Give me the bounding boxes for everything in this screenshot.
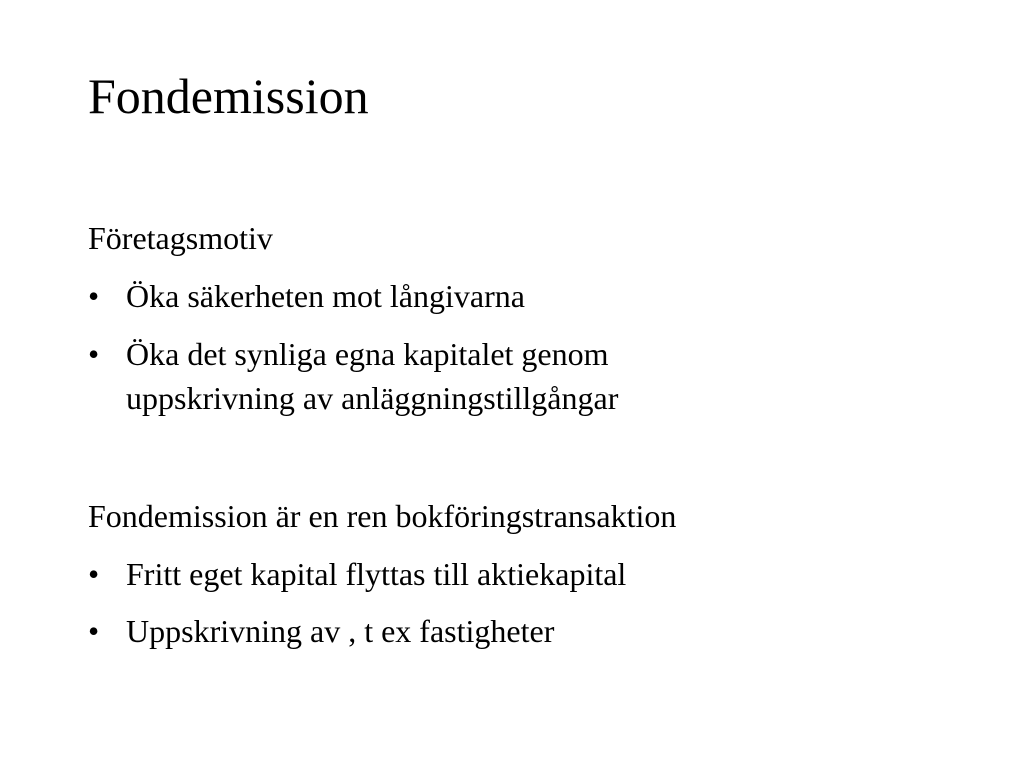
section-heading-company-motives: Företagsmotiv xyxy=(88,220,273,256)
bullet-text: Uppskrivning av , t ex fastigheter xyxy=(126,613,555,649)
bullet-text: Öka det synliga egna kapitalet genom uppskrivning av anläggningstillgångar xyxy=(126,336,619,416)
section-heading-bookkeeping: Fondemission är en ren bokföringstransaktion xyxy=(88,498,677,534)
bullet-icon: • xyxy=(88,278,100,314)
bullet-item xyxy=(88,609,554,653)
bullet-icon: • xyxy=(88,556,100,592)
bullet-icon: • xyxy=(88,613,100,649)
slide-title: Fondemission xyxy=(88,68,369,124)
bullet-item xyxy=(88,552,626,596)
bullet-text: Öka säkerheten mot långivarna xyxy=(126,278,525,314)
bullet-icon: • xyxy=(88,336,100,372)
bullet-text: Fritt eget kapital flyttas till aktiekapital xyxy=(126,556,627,592)
bullet-item xyxy=(88,274,525,318)
bullet-item xyxy=(88,332,618,420)
